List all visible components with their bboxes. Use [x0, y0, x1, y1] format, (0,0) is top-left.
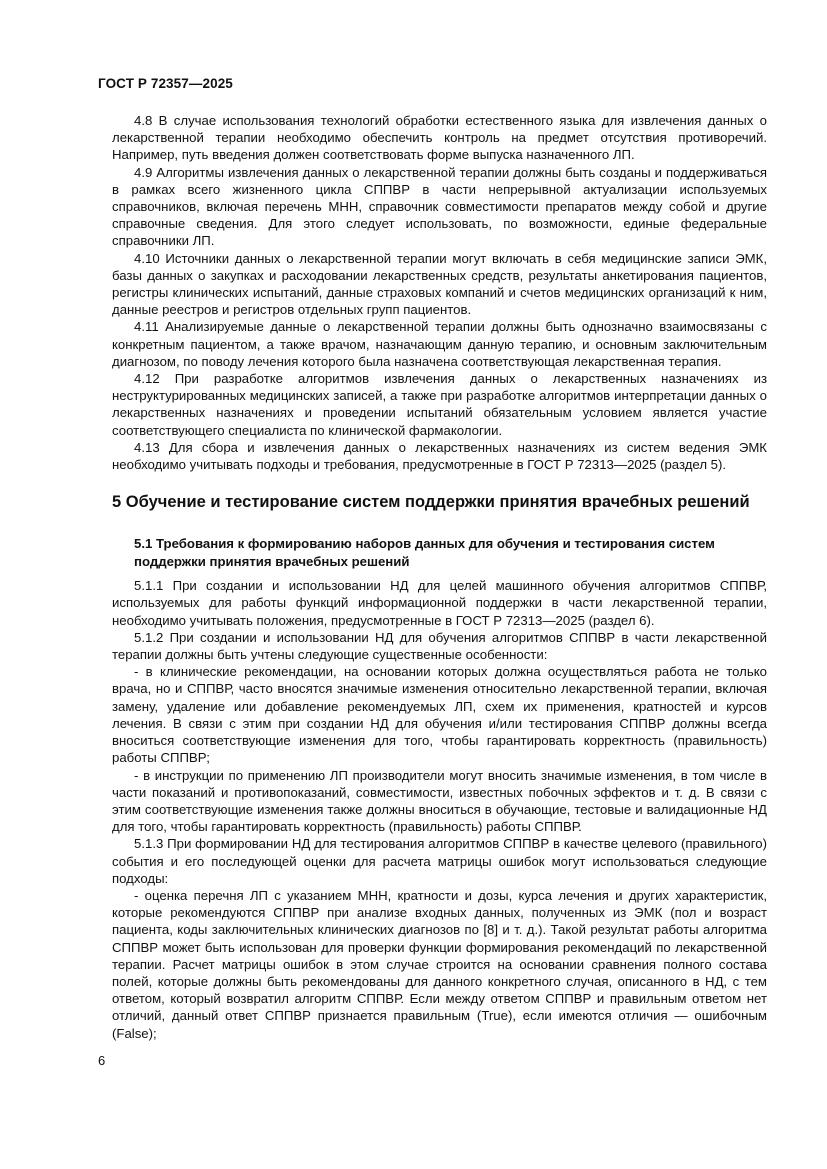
list-item-clinical-recommendations: - в клинические рекомендации, на основании которых должна осуществляться работа не только врача, но и СППВР, часто вносятся значимые изменения относительно лекарственной терапии, включая замену, удаление или добавление рекомендуемых ЛП, схем их применения, кратностей и курсов лечения. В связи с этим при создании НД для обучения и/или тестирования СППВР должны всегда вноситься соответствующие изменения для того, чтобы гарантировать корректность (правильность) работы СППВР;	[112, 664, 767, 766]
list-item-drug-list-evaluation: - оценка перечня ЛП с указанием МНН, кратности и дозы, курса лечения и других характеристик, которые рекомендуются СППВР при анализе входных данных, полученных из ЭМК (пол и возраст пациента, коды заключительных клинических диагнозов по [8] и т. д.). Такой результат работы алгоритма СППВР может быть использован для проверки функции формирования рекомендаций по лекарственной терапии. Расчет матрицы ошибок в этом случае строится на основании сравнения полного состава полей, которые должны быть рекомендованы для данного конкретного случая, описанного в НД, с тем ответом, который возвратил алгоритм СППВР. Если между ответом СППВР и правильным ответом нет отличий, данный ответ СППВР признается правильным (True), если имеются отличия — ошибочным (False);	[112, 887, 767, 1041]
list-item-drug-instructions: - в инструкции по применению ЛП производители могут вносить значимые изменения, в том числе в части показаний и противопоказаний, совместимости, известных побочных эффектов и т. д. В связи с этим соответствующие изменения также должны вноситься в обучающие, тестовые и валидационные НД для того, чтобы гарантировать корректность (правильность) работы СППВР.	[112, 767, 767, 835]
paragraph-4-9: 4.9 Алгоритмы извлечения данных о лекарственной терапии должны быть созданы и поддерживаться в рамках всего жизненного цикла СППВР в части непрерывной актуализации используемых справочников, включая перечень МНН, справочник совместимости препаратов между собой и другие справочные сведения. Для этого следует использовать, по возможности, единые федеральные справочники ЛП.	[112, 164, 767, 249]
paragraph-4-12: 4.12 При разработке алгоритмов извлечения данных о лекарственных назначениях из неструктурированных медицинских записей, а также при разработке алгоритмов интерпретации данных о лекарственных назначениях и проведении испытаний обязательным условием является участие соответствующего специалиста по клинической фармакологии.	[112, 371, 767, 438]
paragraph-5-1-2: 5.1.2 При создании и использовании НД для обучения алгоритмов СППВР в части лекарственной терапии должны быть учтены следующие существенные особенности:	[112, 629, 767, 663]
paragraph-4-13: 4.13 Для сбора и извлечения данных о лекарственных назначениях из систем ведения ЭМК необходимо учитывать подходы и требования, предусмотренные в ГОСТ Р 72313—2025 (раздел 5).	[112, 439, 767, 473]
paragraph-5-1-1: 5.1.1 При создании и использовании НД для целей машинного обучения алгоритмов СППВР, используемых для работы функций информационной поддержки в части лекарственной терапии, необходимо учитывать положения, предусмотренные в ГОСТ Р 72313—2025 (раздел 6).	[112, 578, 767, 628]
subsection-5-1-heading: 5.1 Требования к формированию наборов данных для обучения и тестирования систем поддержки принятия врачебных решений	[134, 536, 715, 569]
section-5-heading: 5 Обучение и тестирование систем поддержки принятия врачебных решений	[112, 493, 750, 512]
paragraph-5-1-3: 5.1.3 При формировании НД для тестирования алгоритмов СППВР в качестве целевого (правильного) события и его последующей оценки для расчета матрицы ошибок могут использоваться следующие подходы:	[112, 836, 767, 886]
page-number: 6	[98, 1053, 106, 1068]
page-content	[112, 112, 767, 1042]
paragraph-4-8: 4.8 В случае использования технологий обработки естественного языка для извлечения данных о лекарственной терапии необходимо обеспечить контроль на предмет отсутствия противоречий. Например, путь введения должен соответствовать форме выпуска назначенного ЛП.	[112, 113, 767, 163]
paragraph-4-10: 4.10 Источники данных о лекарственной терапии могут включать в себя медицинские записи ЭМК, базы данных о закупках и расходовании лекарственных средств, результаты анкетирования пациентов, регистры клинических испытаний, данные страховых компаний и счетов медицинских организаций к ним, данные реестров и регистров отдельных групп пациентов.	[112, 250, 767, 318]
paragraph-4-11: 4.11 Анализируемые данные о лекарственной терапии должны быть однозначно взаимосвязаны с конкретным пациентом, а также врачом, назначающим данную терапию, и основным заключительным диагнозом, по поводу лечения которого была назначена соответствующая лекарственная терапия.	[112, 319, 767, 369]
page-header-standard-id: ГОСТ Р 72357—2025	[98, 76, 233, 91]
